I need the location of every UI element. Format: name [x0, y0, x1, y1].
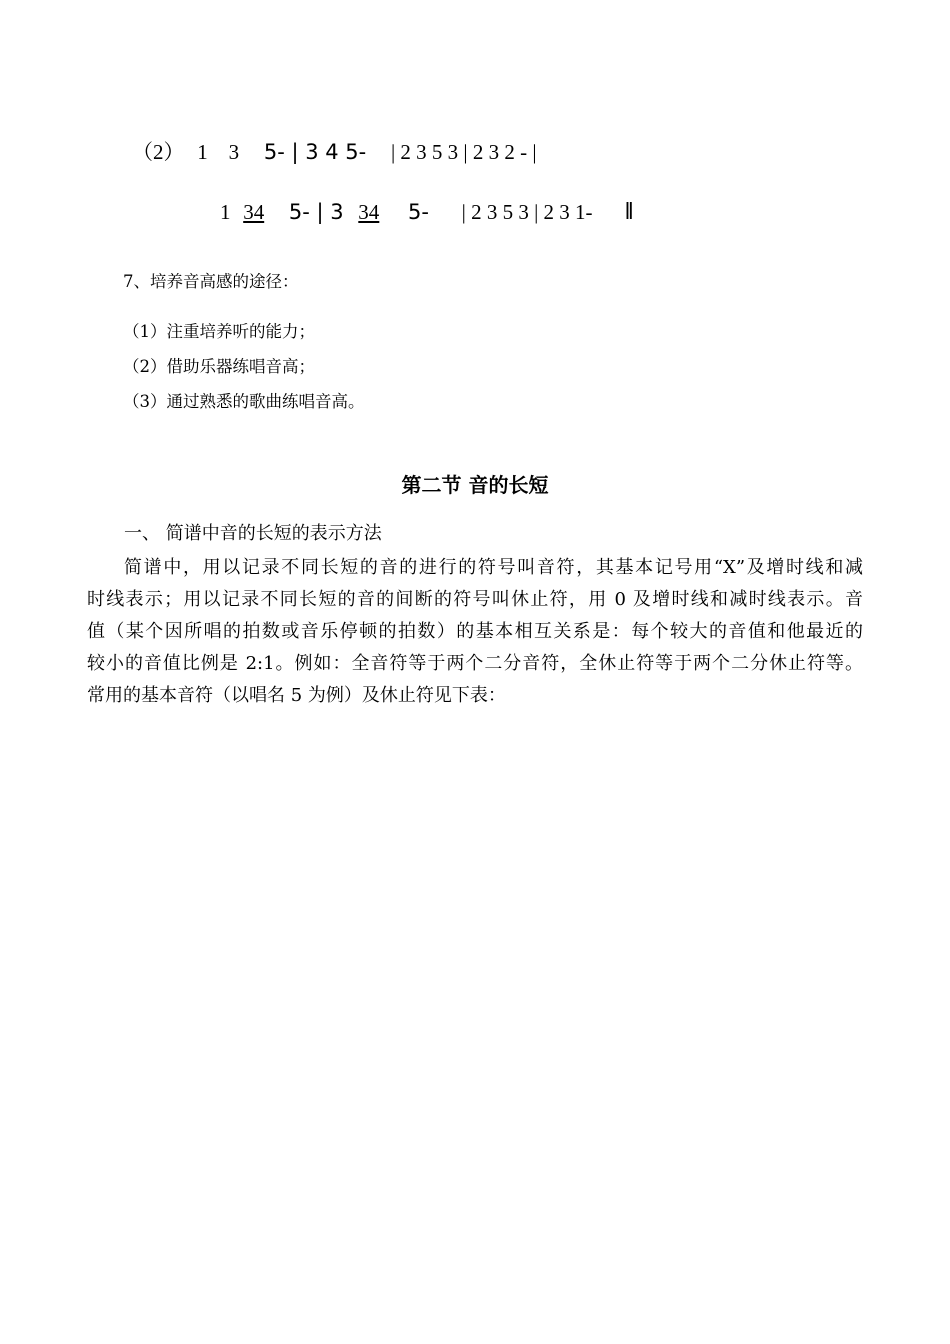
list-item: （1）注重培养听的能力； [123, 322, 315, 341]
notation-notes: 5- [407, 200, 429, 224]
list-item: （2）借助乐器练唱音高； [123, 357, 315, 376]
exercise-label: （2） [132, 140, 185, 164]
notation-underlined-notes: 34 [243, 200, 265, 224]
notation-notes: | 2 3 5 3 | 2 3 2 - | [390, 140, 537, 164]
section-7-title: 7、培养音高感的途径： [123, 272, 299, 291]
paragraph-line: 较小的音值比例是 2:1。例如：全音符等于两个二分音符，全休止符等于两个二分休止符等。 [87, 653, 863, 674]
notation-line-1 [132, 136, 537, 166]
paragraph-line: 值（某个因所唱的拍数或音乐停顿的拍数）的基本相互关系是：每个较大的音值和他最近的 [87, 621, 863, 642]
notation-underlined-notes: 34 [358, 200, 380, 224]
notation-notes: | 2 3 5 3 | 2 3 1- [461, 200, 593, 224]
list-item: （3）通过熟悉的歌曲练唱音高。 [123, 392, 365, 411]
paragraph-line: 常用的基本音符（以唱名 5 为例）及休止符见下表： [87, 685, 506, 706]
section-heading: 第二节 音的长短 [401, 473, 549, 497]
paragraph-line: 简谱中，用以记录不同长短的音的进行的符号叫音符，其基本记号用“X”及增时线和减 [124, 557, 863, 578]
notation-notes: 5- | 3 [288, 200, 344, 224]
notation-line-2 [220, 199, 630, 226]
notation-notes: 1 [220, 200, 231, 224]
body-paragraph [87, 552, 863, 712]
paragraph-line: 时线表示；用以记录不同长短的音的间断的符号叫休止符，用 0 及增时线和减时线表示。音 [87, 589, 863, 610]
notation-notes: 1 3 [197, 140, 240, 164]
notation-notes: 5- | 3 4 5- [263, 140, 367, 164]
subheading: 一、 简谱中音的长短的表示方法 [124, 523, 382, 544]
final-barline: ‖ [625, 199, 630, 225]
